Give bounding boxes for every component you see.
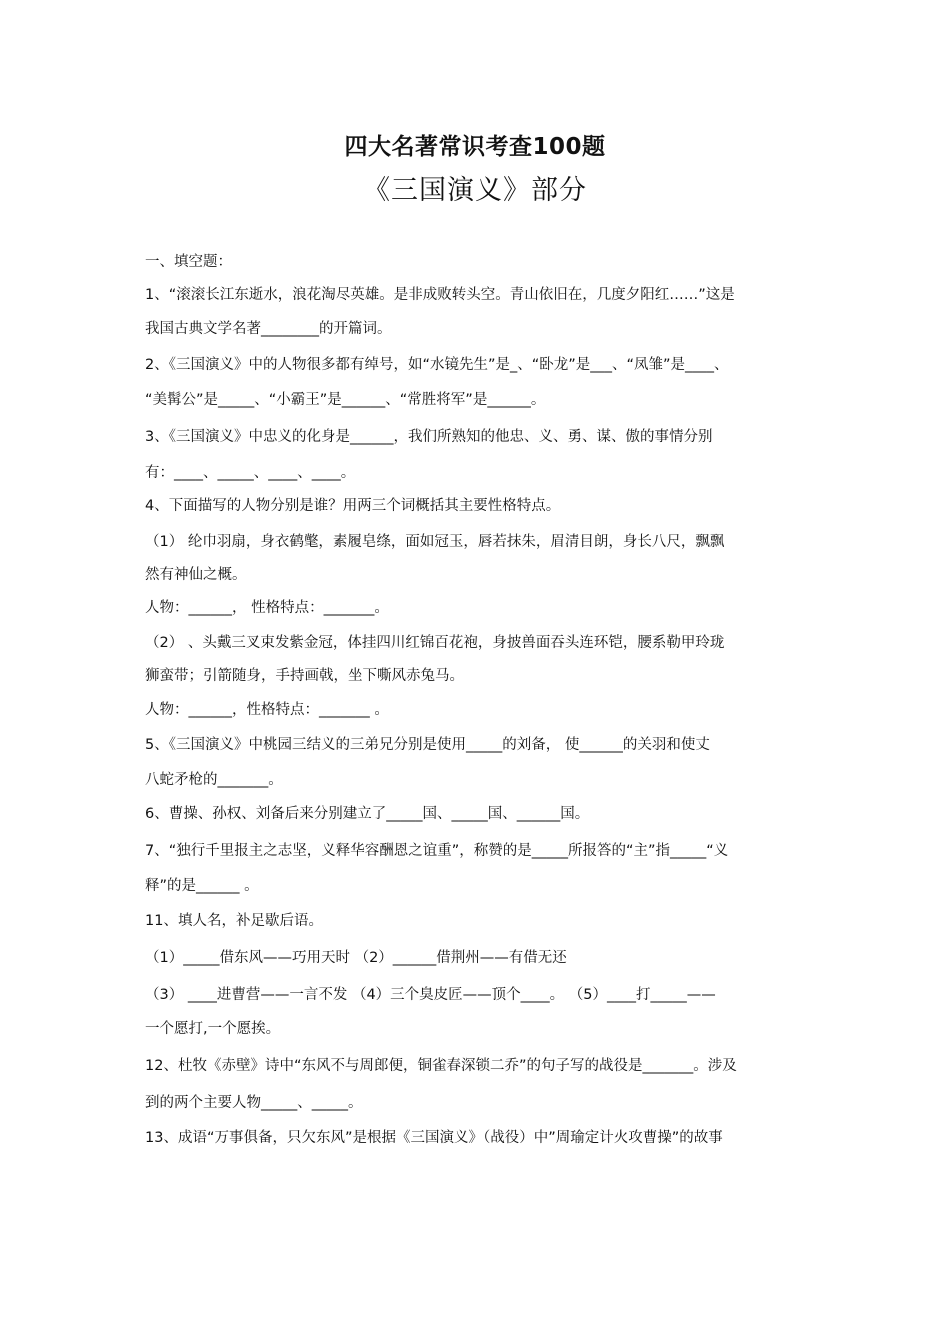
question-line: 八蛇矛枪的_______。 [145,772,283,788]
question-line: 我国古典文学名著________的开篇词。 [145,321,392,337]
section-heading: 一、填空题： [145,254,232,270]
question-line: 然有神仙之概。 [145,567,247,583]
question-line: （3） ____进曹营——一言不发 （4）三个臭皮匠——顶个____。 （5）____打_____—— [145,987,716,1003]
question-line: 11、填人名，补足歇后语。 [145,913,323,929]
question-line: 3、《三国演义》中忠义的化身是______，我们所熟知的他忠、义、勇、谋、傲的事情分别 [145,429,713,445]
question-line: （1） 纶巾羽扇，身衣鹤氅，素履皂绦，面如冠玉，唇若抹朱，眉清目朗，身长八尺，飘飘 [145,534,725,550]
question-line: 6、曹操、孙权、刘备后来分别建立了_____国、_____国、______国。 [145,806,590,822]
question-line: “美髯公”是_____、“小霸王”是______、“常胜将军”是______。 [145,392,546,408]
question-line: 4、下面描写的人物分别是谁？用两三个词概括其主要性格特点。 [145,498,561,514]
question-line: （2） 、头戴三叉束发紫金冠，体挂四川红锦百花袍，身披兽面吞头连环铠，腰系勒甲玲珑 [145,635,725,651]
page-subtitle: 《三国演义》部分 [363,175,587,206]
question-line: 7、“独行千里报主之志坚，义释华容酬恩之谊重”，称赞的是_____所报答的“主”指_____“义 [145,843,729,859]
question-line: 人物：______， 性格特点：_______。 [145,600,389,616]
question-line: 释”的是______ 。 [145,878,259,894]
question-line: 有：____、_____、____、____。 [145,465,356,481]
question-line: （1）_____借东风——巧用天时 （2）______借荆州——有借无还 [145,950,567,966]
question-line: 一个愿打,一个愿挨。 [145,1021,281,1037]
question-line: 5、《三国演义》中桃园三结义的三弟兄分别是使用_____的刘备， 使______的关羽和使丈 [145,737,710,753]
question-line: 2、《三国演义》中的人物很多都有绰号，如“水镜先生”是_、“卧龙”是___、“凤雏”是____、 [145,357,729,373]
question-line: 到的两个主要人物_____、_____。 [145,1095,363,1111]
question-line: 12、杜牧《赤壁》诗中“东风不与周郎便，铜雀春深锁二乔”的句子写的战役是_______。涉及 [145,1058,737,1074]
question-line: 人物：______，性格特点：_______ 。 [145,702,389,718]
question-line: 狮蛮带；引箭随身，手持画戟，坐下嘶风赤兔马。 [145,668,464,684]
question-line: 1、“滚滚长江东逝水，浪花淘尽英雄。是非成败转头空。青山依旧在，几度夕阳红……”这是 [145,287,735,303]
page-title: 四大名著常识考查100题 [344,134,606,160]
question-line: 13、成语“万事俱备，只欠东风”是根据《三国演义》（战役）中”周瑜定计火攻曹操”的故事 [145,1130,723,1146]
